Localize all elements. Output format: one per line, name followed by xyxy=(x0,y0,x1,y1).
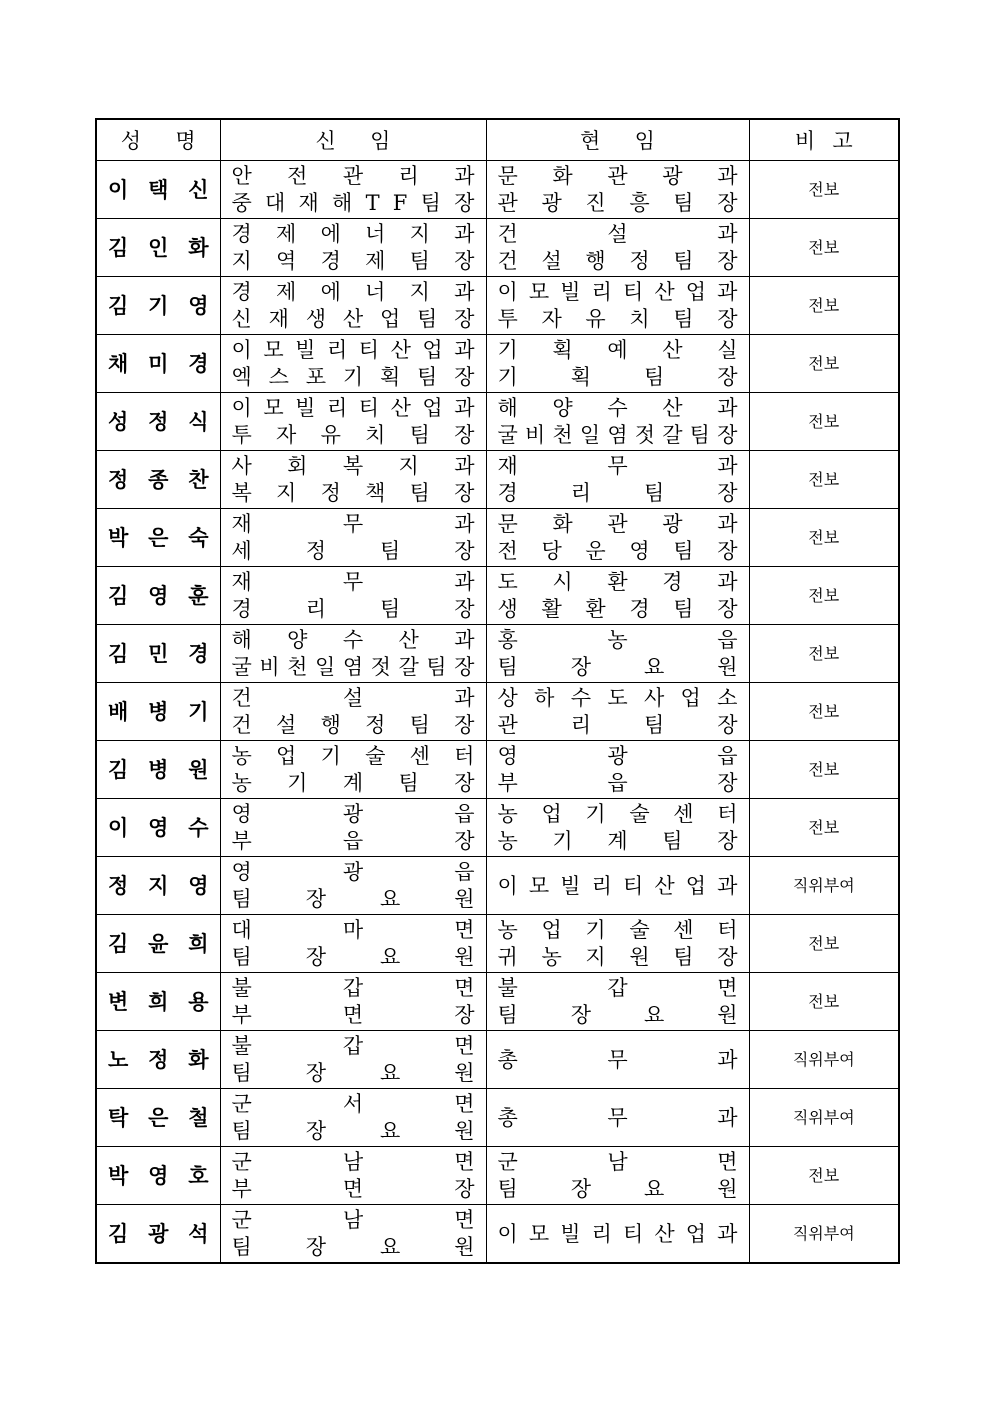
current-position-line: 총 무 과 xyxy=(497,1047,738,1072)
current-position-cell xyxy=(486,857,749,915)
person-name: 김 영 훈 xyxy=(108,583,209,608)
new-position-line: 재 무 과 xyxy=(231,511,475,536)
table-row xyxy=(96,741,899,799)
current-position-line: 홍 농 읍 xyxy=(497,627,738,652)
current-position-line: 경 리 팀 장 xyxy=(497,481,738,506)
new-position-cell xyxy=(220,393,486,451)
current-position-line: 팀 장 요 원 xyxy=(497,1003,738,1028)
new-position-line: 건 설 행 정 팀 장 xyxy=(231,713,475,738)
current-position-cell xyxy=(486,1147,749,1205)
name-cell xyxy=(96,857,220,915)
current-position-line: 건 설 행 정 팀 장 xyxy=(497,249,738,274)
table-row xyxy=(96,683,899,741)
current-position-line: 이 모 빌 리 티 산 업 과 xyxy=(497,1221,738,1246)
current-position-line: 귀 농 지 원 팀 장 xyxy=(497,945,738,970)
table-row xyxy=(96,915,899,973)
new-position-line: 팀 장 요 원 xyxy=(231,945,475,970)
new-position-cell xyxy=(220,625,486,683)
new-position-line: 영 광 읍 xyxy=(231,801,475,826)
table-row xyxy=(96,509,899,567)
new-position-cell xyxy=(220,277,486,335)
name-cell xyxy=(96,973,220,1031)
person-name: 채 미 경 xyxy=(108,351,209,376)
new-position-line: 해 양 수 산 과 xyxy=(231,627,475,652)
new-position-cell xyxy=(220,335,486,393)
note-cell xyxy=(749,799,899,857)
name-cell xyxy=(96,277,220,335)
name-cell xyxy=(96,509,220,567)
new-position-cell xyxy=(220,799,486,857)
note-cell xyxy=(749,335,899,393)
new-position-line: 부 면 장 xyxy=(231,1177,475,1202)
personnel-table xyxy=(95,118,900,1264)
new-position-line: 군 남 면 xyxy=(231,1149,475,1174)
current-position-line: 해 양 수 산 과 xyxy=(497,395,738,420)
note-cell xyxy=(749,741,899,799)
note-cell xyxy=(749,1205,899,1264)
note-label: 직위부여 xyxy=(792,875,855,895)
name-cell xyxy=(96,219,220,277)
table-row xyxy=(96,857,899,915)
current-position-line: 영 광 읍 xyxy=(497,743,738,768)
name-cell xyxy=(96,393,220,451)
current-position-cell xyxy=(486,741,749,799)
new-position-cell xyxy=(220,973,486,1031)
person-name: 이 영 수 xyxy=(108,815,209,840)
name-cell xyxy=(96,915,220,973)
current-position-line: 군 남 면 xyxy=(497,1149,738,1174)
current-position-line: 총 무 과 xyxy=(497,1105,738,1130)
new-position-line: 팀 장 요 원 xyxy=(231,1119,475,1144)
name-cell xyxy=(96,625,220,683)
new-position-line: 부 면 장 xyxy=(231,1003,475,1028)
note-label: 직위부여 xyxy=(792,1107,855,1127)
new-position-line: 군 남 면 xyxy=(231,1207,475,1232)
table-row xyxy=(96,219,899,277)
new-position-line: 경 리 팀 장 xyxy=(231,597,475,622)
table-row xyxy=(96,567,899,625)
table-body xyxy=(96,161,899,1264)
new-position-line: 엑 스 포 기 획 팀 장 xyxy=(231,365,475,390)
current-position-line: 관 리 팀 장 xyxy=(497,713,738,738)
new-position-line: 팀 장 요 원 xyxy=(231,887,475,912)
new-position-line: 불 갑 면 xyxy=(231,1033,475,1058)
note-cell xyxy=(749,161,899,219)
person-name: 김 윤 희 xyxy=(108,931,209,956)
note-cell xyxy=(749,451,899,509)
current-position-line: 투 자 유 치 팀 장 xyxy=(497,307,738,332)
new-position-line: 군 서 면 xyxy=(231,1091,475,1116)
current-position-line: 농 기 계 팀 장 xyxy=(497,829,738,854)
new-position-cell xyxy=(220,741,486,799)
note-label: 전보 xyxy=(808,933,840,953)
current-position-line: 관 광 진 흥 팀 장 xyxy=(497,191,738,216)
name-cell xyxy=(96,335,220,393)
current-position-line: 도 시 환 경 과 xyxy=(497,569,738,594)
name-cell xyxy=(96,741,220,799)
person-name: 김 광 석 xyxy=(108,1221,209,1246)
header-note: 비 고 xyxy=(749,119,899,161)
current-position-line: 부 읍 장 xyxy=(497,771,738,796)
new-position-line: 불 갑 면 xyxy=(231,975,475,1000)
new-position-line: 안 전 관 리 과 xyxy=(231,163,475,188)
current-position-line: 농 업 기 술 센 터 xyxy=(497,917,738,942)
note-label: 전보 xyxy=(808,469,840,489)
current-position-line: 생 활 환 경 팀 장 xyxy=(497,597,738,622)
note-cell xyxy=(749,915,899,973)
note-label: 전보 xyxy=(808,179,840,199)
person-name: 탁 은 철 xyxy=(108,1105,209,1130)
new-position-line: 건 설 과 xyxy=(231,685,475,710)
note-cell xyxy=(749,393,899,451)
note-cell xyxy=(749,509,899,567)
current-position-line: 굴 비 천 일 염 젓 갈 팀 장 xyxy=(497,423,738,448)
table-row xyxy=(96,973,899,1031)
table-row xyxy=(96,799,899,857)
current-position-line: 이 모 빌 리 티 산 업 과 xyxy=(497,873,738,898)
new-position-line: 농 기 계 팀 장 xyxy=(231,771,475,796)
current-position-line: 팀 장 요 원 xyxy=(497,1177,738,1202)
new-position-cell xyxy=(220,915,486,973)
note-label: 전보 xyxy=(808,585,840,605)
current-position-line: 팀 장 요 원 xyxy=(497,655,738,680)
name-cell xyxy=(96,799,220,857)
note-cell xyxy=(749,625,899,683)
table-row xyxy=(96,625,899,683)
new-position-line: 대 마 면 xyxy=(231,917,475,942)
current-position-cell xyxy=(486,973,749,1031)
person-name: 김 민 경 xyxy=(108,641,209,666)
person-name: 박 영 호 xyxy=(108,1163,209,1188)
new-position-cell xyxy=(220,567,486,625)
new-position-cell xyxy=(220,219,486,277)
note-label: 전보 xyxy=(808,817,840,837)
person-name: 박 은 숙 xyxy=(108,525,209,550)
new-position-cell xyxy=(220,1205,486,1264)
current-position-cell xyxy=(486,683,749,741)
current-position-line: 기 획 예 산 실 xyxy=(497,337,738,362)
current-position-line: 이 모 빌 리 티 산 업 과 xyxy=(497,279,738,304)
new-position-cell xyxy=(220,683,486,741)
note-label: 전보 xyxy=(808,527,840,547)
new-position-line: 부 읍 장 xyxy=(231,829,475,854)
table-row xyxy=(96,335,899,393)
new-position-cell xyxy=(220,161,486,219)
current-position-line: 건 설 과 xyxy=(497,221,738,246)
new-position-line: 세 정 팀 장 xyxy=(231,539,475,564)
table-row xyxy=(96,1089,899,1147)
current-position-cell xyxy=(486,1031,749,1089)
person-name: 김 기 영 xyxy=(108,293,209,318)
table-row xyxy=(96,451,899,509)
name-cell xyxy=(96,451,220,509)
new-position-line: 신 재 생 산 업 팀 장 xyxy=(231,307,475,332)
current-position-line: 상 하 수 도 사 업 소 xyxy=(497,685,738,710)
new-position-cell xyxy=(220,1147,486,1205)
current-position-cell xyxy=(486,451,749,509)
current-position-line: 불 갑 면 xyxy=(497,975,738,1000)
table-row xyxy=(96,393,899,451)
person-name: 정 지 영 xyxy=(108,873,209,898)
current-position-cell xyxy=(486,567,749,625)
person-name: 노 정 화 xyxy=(108,1047,209,1072)
current-position-cell xyxy=(486,1205,749,1264)
table-row xyxy=(96,1031,899,1089)
new-position-line: 중 대 재 해 T F 팀 장 xyxy=(231,191,475,216)
new-position-line: 팀 장 요 원 xyxy=(231,1235,475,1260)
name-cell xyxy=(96,1089,220,1147)
name-cell xyxy=(96,1031,220,1089)
current-position-cell xyxy=(486,1089,749,1147)
person-name: 변 희 용 xyxy=(108,989,209,1014)
note-cell xyxy=(749,1031,899,1089)
current-position-cell xyxy=(486,625,749,683)
name-cell xyxy=(96,683,220,741)
new-position-line: 경 제 에 너 지 과 xyxy=(231,279,475,304)
current-position-cell xyxy=(486,161,749,219)
new-position-line: 영 광 읍 xyxy=(231,859,475,884)
person-name: 배 병 기 xyxy=(108,699,209,724)
note-cell xyxy=(749,683,899,741)
person-name: 이 택 신 xyxy=(108,177,209,202)
person-name: 김 인 화 xyxy=(108,235,209,260)
new-position-line: 굴 비 천 일 염 젓 갈 팀 장 xyxy=(231,655,475,680)
note-label: 전보 xyxy=(808,643,840,663)
new-position-line: 투 자 유 치 팀 장 xyxy=(231,423,475,448)
note-cell xyxy=(749,857,899,915)
current-position-cell xyxy=(486,219,749,277)
new-position-line: 농 업 기 술 센 터 xyxy=(231,743,475,768)
new-position-cell xyxy=(220,509,486,567)
current-position-line: 기 획 팀 장 xyxy=(497,365,738,390)
name-cell xyxy=(96,161,220,219)
new-position-line: 경 제 에 너 지 과 xyxy=(231,221,475,246)
new-position-cell xyxy=(220,451,486,509)
table-row xyxy=(96,1205,899,1264)
new-position-line: 복 지 정 책 팀 장 xyxy=(231,481,475,506)
new-position-line: 지 역 경 제 팀 장 xyxy=(231,249,475,274)
new-position-cell xyxy=(220,857,486,915)
table-row xyxy=(96,1147,899,1205)
new-position-line: 이 모 빌 리 티 산 업 과 xyxy=(231,337,475,362)
current-position-line: 재 무 과 xyxy=(497,453,738,478)
person-name: 정 종 찬 xyxy=(108,467,209,492)
new-position-line: 이 모 빌 리 티 산 업 과 xyxy=(231,395,475,420)
new-position-line: 팀 장 요 원 xyxy=(231,1061,475,1086)
current-position-line: 농 업 기 술 센 터 xyxy=(497,801,738,826)
table-header xyxy=(96,119,899,161)
note-cell xyxy=(749,1089,899,1147)
note-label: 직위부여 xyxy=(792,1223,855,1243)
current-position-cell xyxy=(486,277,749,335)
current-position-cell xyxy=(486,799,749,857)
note-cell xyxy=(749,567,899,625)
header-name: 성 명 xyxy=(96,119,220,161)
header-row xyxy=(96,119,899,161)
current-position-line: 문 화 관 광 과 xyxy=(497,163,738,188)
name-cell xyxy=(96,567,220,625)
current-position-line: 문 화 관 광 과 xyxy=(497,511,738,536)
current-position-cell xyxy=(486,509,749,567)
name-cell xyxy=(96,1147,220,1205)
new-position-cell xyxy=(220,1089,486,1147)
header-current-position: 현 임 xyxy=(486,119,749,161)
note-cell xyxy=(749,219,899,277)
note-cell xyxy=(749,973,899,1031)
current-position-cell xyxy=(486,915,749,973)
note-cell xyxy=(749,1147,899,1205)
table-row xyxy=(96,161,899,219)
note-label: 전보 xyxy=(808,411,840,431)
note-cell xyxy=(749,277,899,335)
note-label: 전보 xyxy=(808,353,840,373)
current-position-cell xyxy=(486,393,749,451)
note-label: 전보 xyxy=(808,295,840,315)
note-label: 전보 xyxy=(808,991,840,1011)
name-cell xyxy=(96,1205,220,1264)
person-name: 성 정 식 xyxy=(108,409,209,434)
header-new-position: 신 임 xyxy=(220,119,486,161)
current-position-line: 전 당 운 영 팀 장 xyxy=(497,539,738,564)
current-position-cell xyxy=(486,335,749,393)
new-position-line: 사 회 복 지 과 xyxy=(231,453,475,478)
new-position-cell xyxy=(220,1031,486,1089)
person-name: 김 병 원 xyxy=(108,757,209,782)
note-label: 직위부여 xyxy=(792,1049,855,1069)
note-label: 전보 xyxy=(808,237,840,257)
table-row xyxy=(96,277,899,335)
new-position-line: 재 무 과 xyxy=(231,569,475,594)
note-label: 전보 xyxy=(808,1165,840,1185)
note-label: 전보 xyxy=(808,759,840,779)
note-label: 전보 xyxy=(808,701,840,721)
